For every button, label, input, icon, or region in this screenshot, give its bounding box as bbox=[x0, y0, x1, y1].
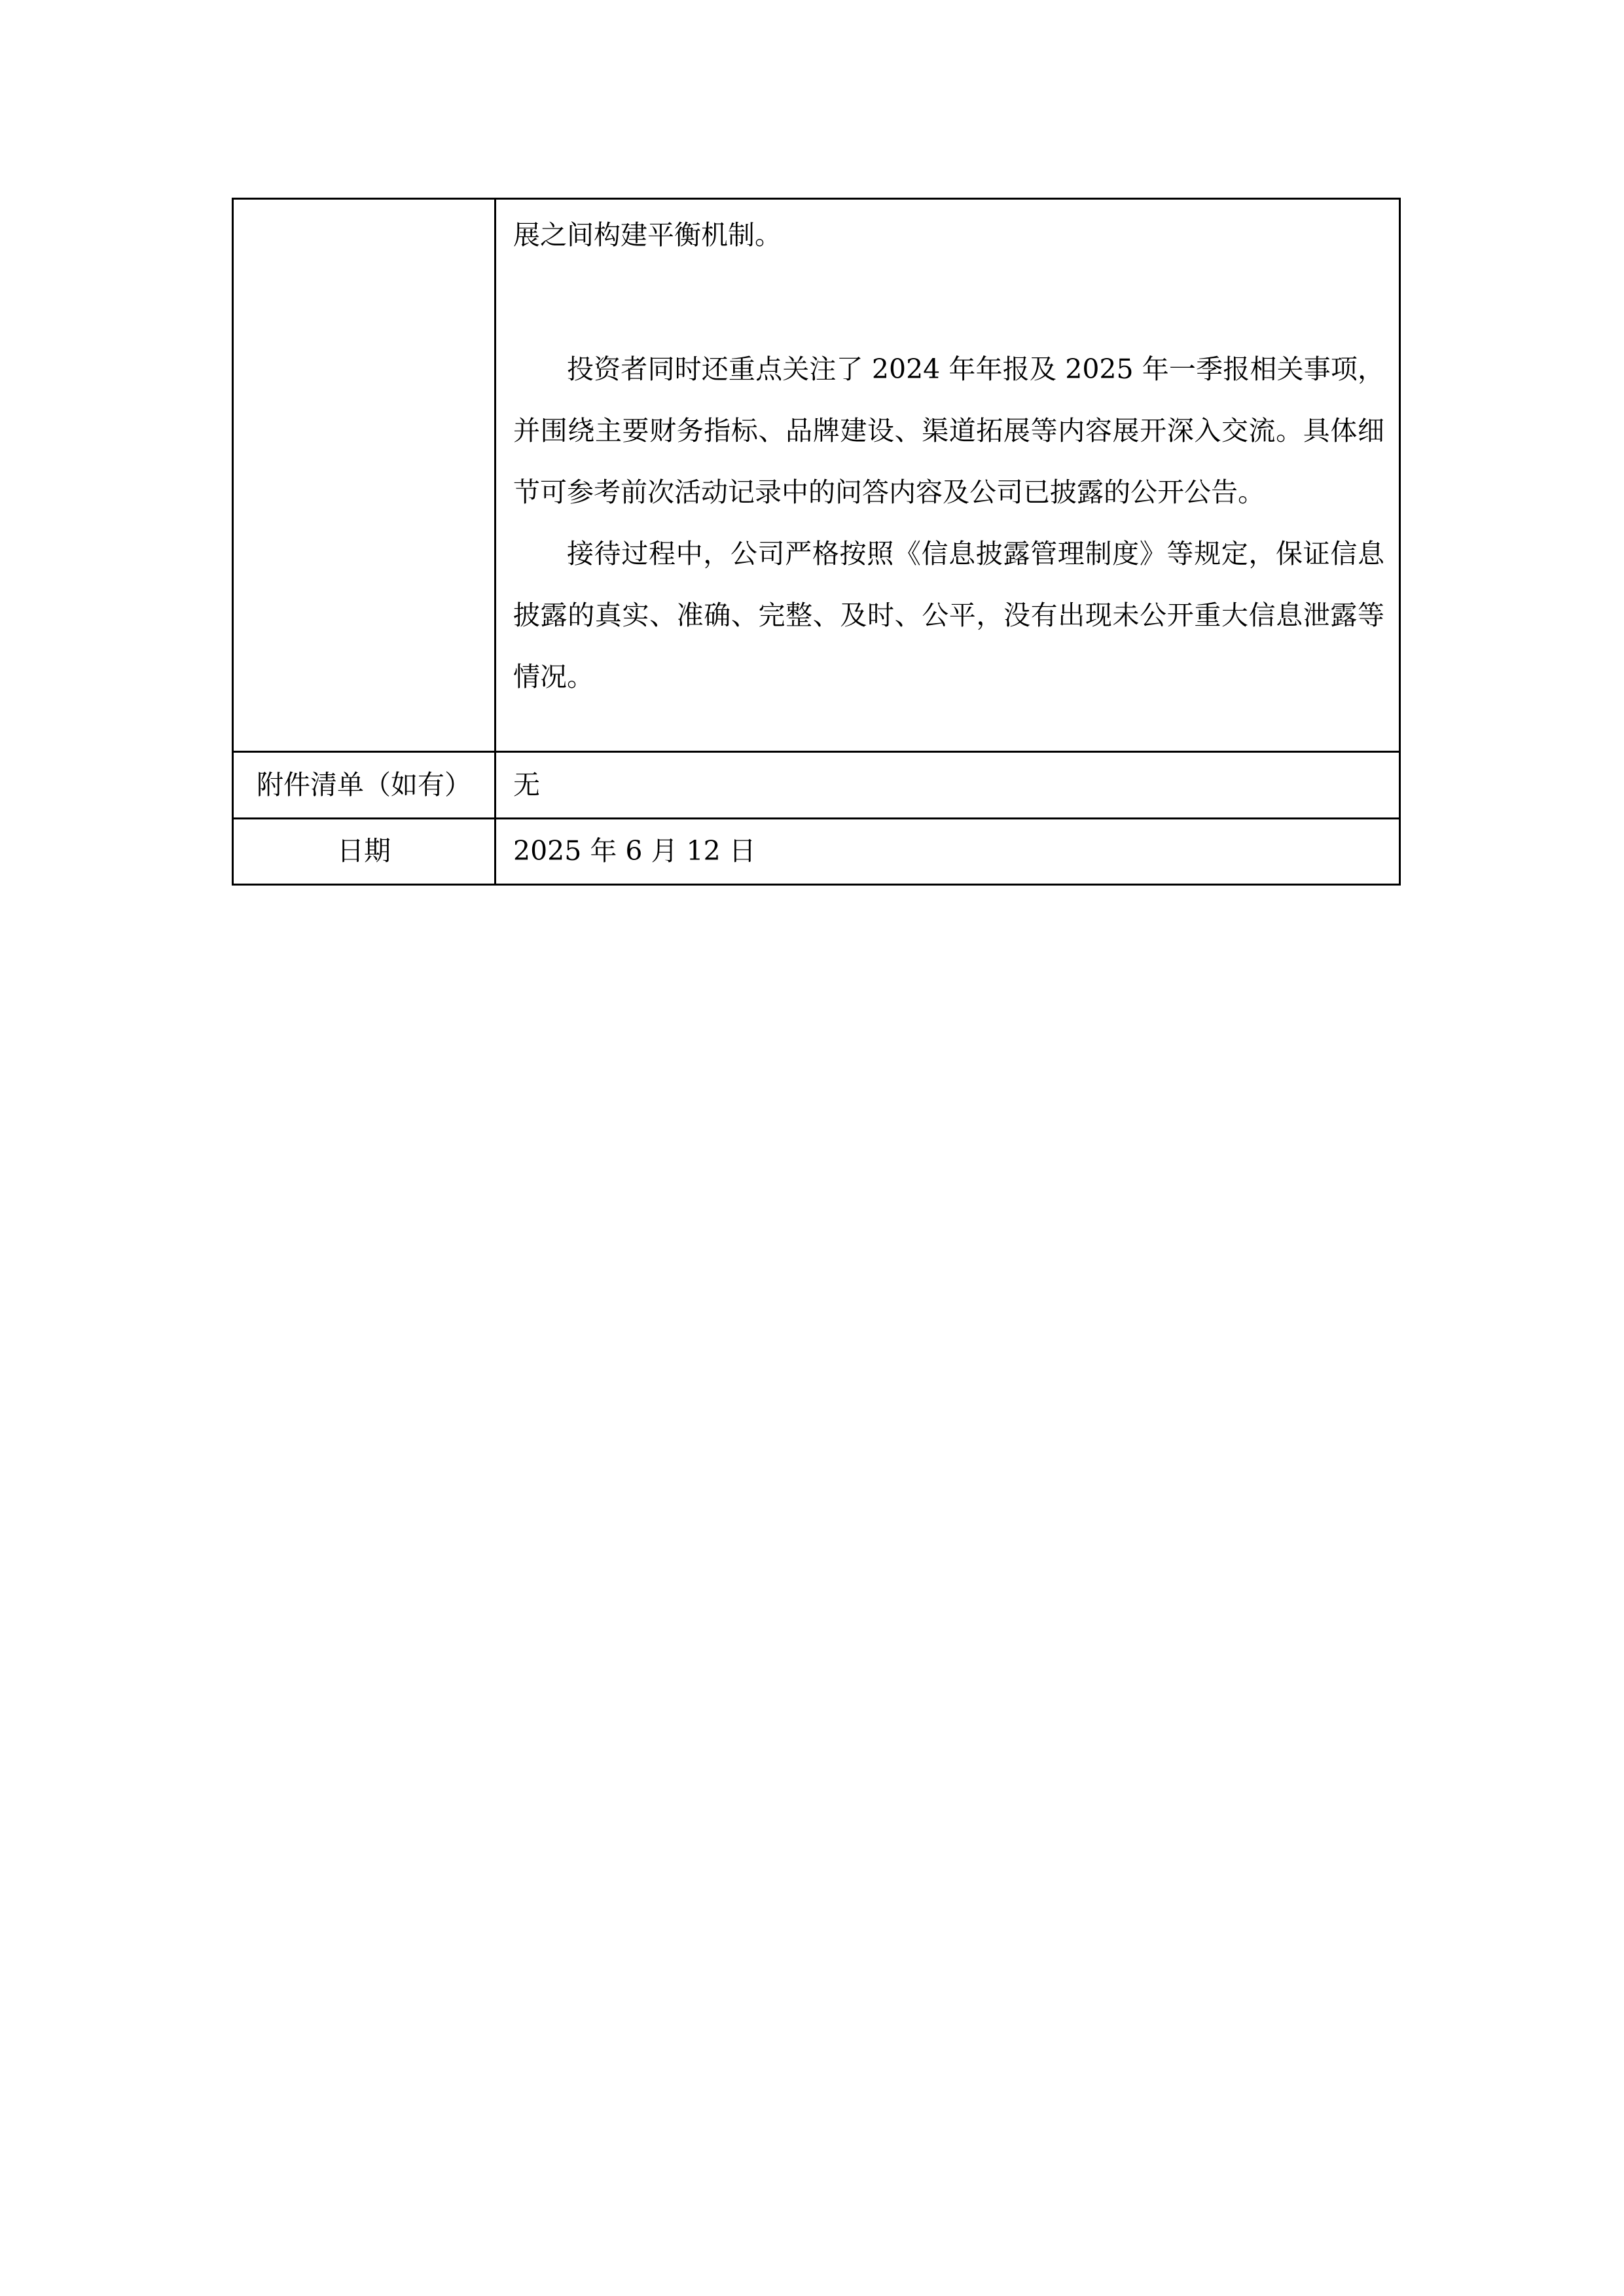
paragraph-disclosure-statement: 接待过程中，公司严格按照《信息披露管理制度》等规定，保证信息披露的真实、准确、完整、及时、公平，没有出现未公开重大信息泄露等情况。 bbox=[513, 538, 1384, 692]
empty-label-cell bbox=[233, 199, 496, 752]
date-label bbox=[233, 819, 496, 885]
activity-content bbox=[513, 200, 1384, 751]
attachments-value-cell bbox=[496, 752, 1400, 819]
table-row bbox=[233, 199, 1400, 752]
date-value: 2025 年 6 月 12 日 bbox=[513, 835, 756, 867]
attachments-value: 无 bbox=[513, 768, 540, 800]
activity-content-cell bbox=[496, 199, 1400, 752]
table-row bbox=[233, 752, 1400, 819]
attachments-label bbox=[233, 752, 496, 819]
attachments-label-text: 附件清单（如有） bbox=[257, 768, 471, 800]
investor-relations-record-table bbox=[232, 198, 1401, 886]
paragraph-continuation: 展之间构建平衡机制。 bbox=[513, 219, 782, 251]
date-value-cell bbox=[496, 819, 1400, 885]
table-row bbox=[233, 819, 1400, 885]
date-label-text: 日期 bbox=[337, 835, 391, 867]
paragraph-investor-focus: 投资者同时还重点关注了 2024 年年报及 2025 年一季报相关事项，并围绕主要财务指标、品牌建设、渠道拓展等内容展开深入交流。具体细节可参考前次活动记录中的问答内容及公司已披露的公开公告。 bbox=[513, 353, 1384, 508]
